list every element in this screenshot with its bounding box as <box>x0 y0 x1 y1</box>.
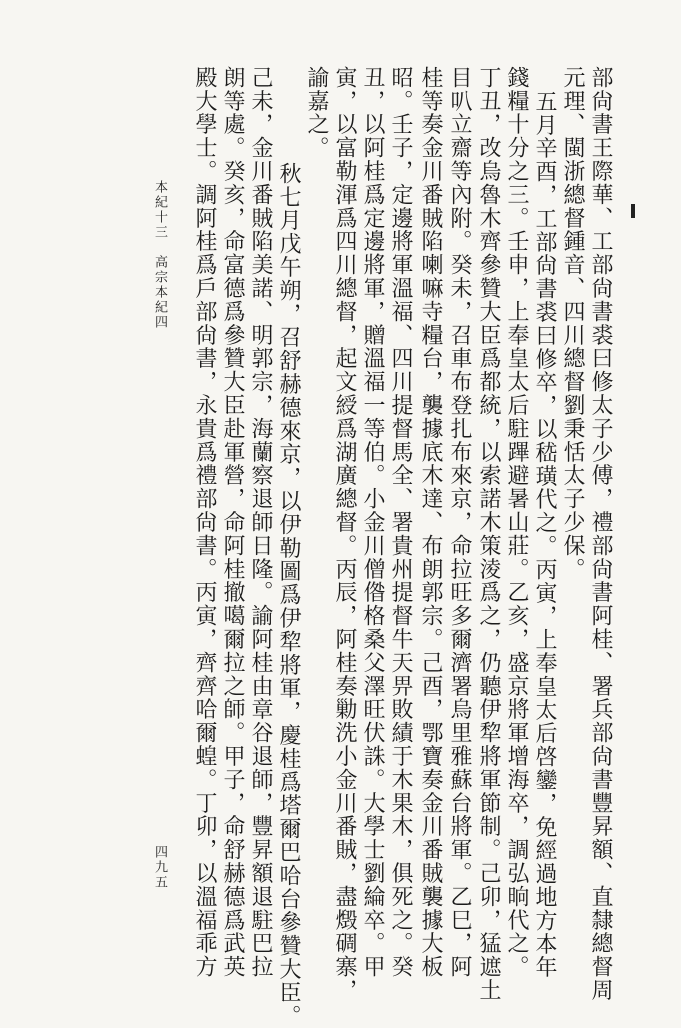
text-column: 己未，金川番賊陷美諾、明郭宗，海蘭察退師日隆。諭阿桂由章谷退師，豐昇額退駐巴拉 <box>248 66 273 979</box>
text-column: 五月辛酉，工部尙書裘曰修卒，以嵇璜代之。丙寅，上奉皇太后啓鑾，免經過地方本年 <box>532 90 557 980</box>
page-number: 四九五 <box>152 845 167 890</box>
margin-mark <box>631 204 635 218</box>
text-column: 寅，以富勒渾爲四川總督，起文綬爲湖廣總督。丙辰，阿桂奏勦洗小金川番賊，盡燬碉寨， <box>332 66 357 1002</box>
text-column: 朗等處。癸亥，命富德爲參贊大臣赴軍營，命阿桂撤噶爾拉之師。甲子，命舒赫德爲武英 <box>220 66 245 979</box>
text-column: 丑，以阿桂爲定邊將軍，贈溫福一等伯。小金川僧偺格桑父澤旺伏誅。大學士劉綸卒。甲 <box>360 66 385 979</box>
text-column: 丁丑，改烏魯木齊參贊大臣爲都統，以索諾木策淩爲之，仍聽伊犂將軍節制。己卯，猛遮土 <box>476 66 501 1002</box>
text-column: 昭。壬子，定邊將軍溫福、四川提督馬全、署貴州提督牛天畀敗績于木果木，俱死之。癸 <box>388 66 413 979</box>
text-column: 桂等奏金川番賊陷喇嘛寺糧台，襲據底木達、布朗郭宗。己酉，鄂寶奏金川番賊襲據大板 <box>418 66 443 979</box>
text-column: 諭嘉之。 <box>304 66 329 160</box>
text-column: 元理、閩浙總督鍾音、四川總督劉秉恬太子少保。 <box>560 66 585 581</box>
text-column: 部尙書王際華、工部尙書裘曰修太子少傅，禮部尙書阿桂、署兵部尙書豐昇額、直隸總督周 <box>588 66 613 1002</box>
text-column: 殿大學士。調阿桂爲戶部尙書，永貴爲禮部尙書。丙寅，齊齊哈爾蝗。丁卯，以溫福乖方 <box>192 66 217 979</box>
text-column: 秋七月戊午朔，召舒赫德來京，以伊勒圖爲伊犂將軍，慶桂爲塔爾巴哈台參贊大臣。 <box>276 162 301 1028</box>
text-column: 錢糧十分之三。壬申，上奉皇太后駐蹕避暑山莊。乙亥，盛京將軍增海卒，調弘晌代之。 <box>504 66 529 979</box>
running-title: 本紀十三 高宗本紀四 <box>152 180 167 330</box>
text-column: 目叭立齋等內附。癸未，召車布登扎布來京，命拉旺多爾濟署烏里雅蘇台將軍。乙巳，阿 <box>447 66 472 979</box>
